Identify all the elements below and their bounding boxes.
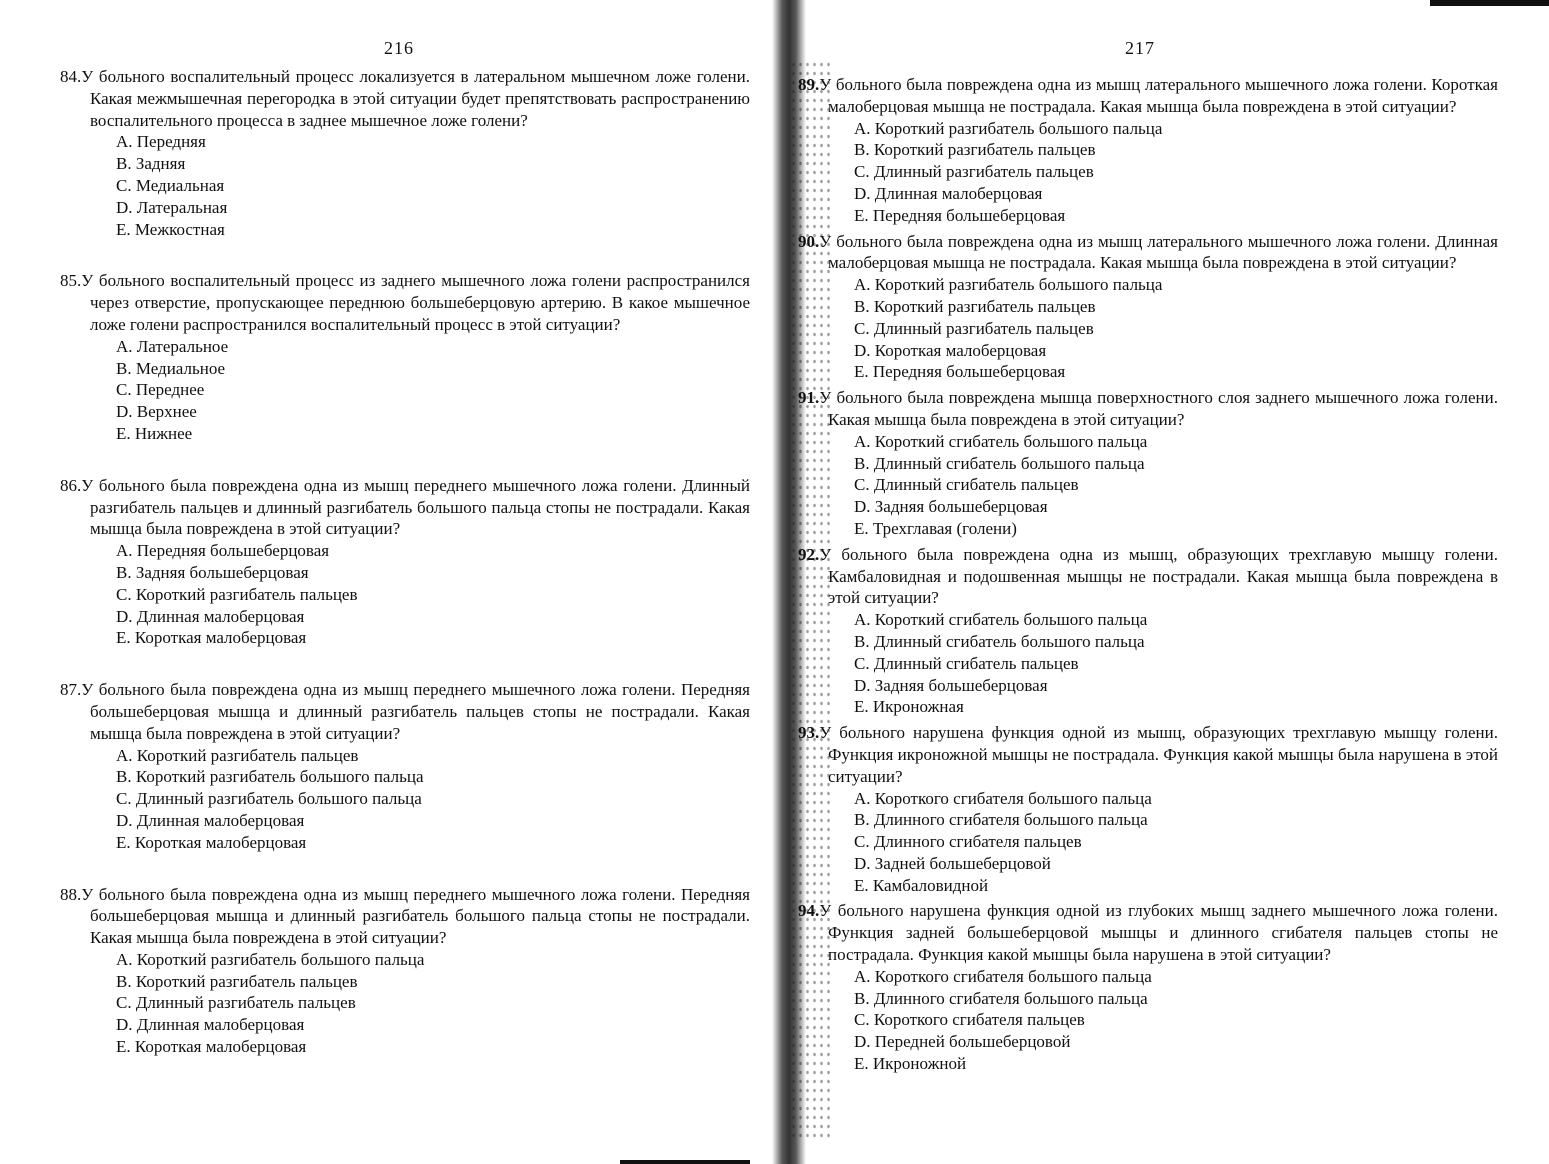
answer-option: C. Короткий разгибатель пальцев	[116, 584, 358, 604]
question-item	[798, 544, 1498, 718]
question-item	[60, 475, 750, 649]
question-item	[60, 679, 750, 853]
question-text: У больного воспалительный процесс из заднего мышечного ложа голени распространился через отверстие, пропускающее переднюю большеберцовую артерию. В какое мышечное ложе голени распространился воспалительный процесс в этой ситуации?	[81, 271, 750, 334]
page-number: 217	[1125, 38, 1155, 58]
question-stem	[798, 722, 1498, 787]
question-text: У больного воспалительный процесс локализуется в латеральном мышечном ложе голени. Какая межмышечная перегородка в этой ситуации будет препятствовать распространению воспалительного процесса в заднее мышечное ложе голени?	[81, 67, 750, 130]
answer-option: A. Передняя	[116, 132, 206, 152]
answer-option: C. Длинный разгибатель большого пальца	[116, 789, 422, 809]
answer-option: C. Короткого сгибателя пальцев	[854, 1010, 1085, 1030]
answer-option: E. Передняя большеберцовая	[854, 205, 1066, 225]
answer-option: A. Короткий сгибатель большого пальца	[854, 431, 1148, 451]
question-item	[60, 66, 750, 240]
question-number: 84.	[60, 67, 82, 86]
question-stem	[798, 74, 1498, 118]
question-text: У больного была повреждена одна из мышц переднего мышечного ложа голени. Передняя большеберцовая мышца и длинный разгибатель большого пальца стопы не пострадали. Какая мышца была повреждена в этой ситуации?	[81, 884, 750, 948]
answer-option: A. Короткий разгибатель пальцев	[116, 745, 359, 765]
question-item	[798, 722, 1498, 896]
question-stem	[60, 679, 750, 744]
answer-option: E. Короткая малоберцовая	[116, 1037, 307, 1057]
answer-option: D. Латеральная	[116, 197, 228, 217]
answer-option: C. Длинного сгибателя пальцев	[854, 832, 1082, 852]
answer-option: E. Короткая малоберцовая	[116, 628, 307, 648]
answer-option: C. Медиальная	[116, 175, 225, 195]
answer-option: C. Длинный сгибатель пальцев	[854, 653, 1079, 673]
answer-option: A. Короткого сгибателя большого пальца	[854, 966, 1152, 986]
question-number: 89.	[798, 75, 820, 94]
question-stem	[798, 544, 1498, 609]
answer-option: D. Длинная малоберцовая	[116, 1015, 305, 1035]
answer-option: A. Короткий разгибатель большого пальца	[116, 949, 425, 969]
answer-option: A. Короткий разгибатель большого пальца	[854, 275, 1163, 295]
answer-option: B. Короткий разгибатель пальцев	[854, 140, 1096, 160]
answer-options	[798, 118, 1498, 227]
question-number: 94.	[798, 901, 820, 921]
answer-option: A. Латеральное	[116, 336, 229, 356]
question-item	[798, 387, 1498, 540]
answer-option: B. Короткий разгибатель пальцев	[116, 971, 358, 991]
answer-options	[798, 431, 1498, 540]
question-stem	[60, 270, 750, 335]
answer-option: B. Короткий разгибатель пальцев	[854, 296, 1096, 316]
answer-options	[798, 274, 1498, 383]
answer-option: B. Длинного сгибателя большого пальца	[854, 988, 1148, 1008]
question-number: 93.	[798, 723, 820, 743]
question-text: У больного была повреждена одна из мышц латерального мышечного ложа голени. Длинная малоберцовая мышца не пострадала. Какая мышца была повреждена в этой ситуации?	[819, 231, 1498, 273]
question-text: У больного была повреждена одна из мышц переднего мышечного ложа голени. Передняя большеберцовая мышца и длинный разгибатель пальцев стопы не пострадали. Какая мышца была повреждена в этой ситуации?	[81, 680, 750, 743]
answer-option: D. Передней большеберцовой	[854, 1032, 1071, 1052]
answer-option: A. Короткий разгибатель большого пальца	[854, 118, 1163, 138]
question-list	[60, 66, 750, 1088]
question-text: У больного была повреждена одна из мышц латерального мышечного ложа голени. Короткая малоберцовая мышца не пострадала. Какая мышца была повреждена в этой ситуации?	[819, 75, 1498, 116]
question-number: 91.	[798, 388, 820, 408]
answer-options	[798, 609, 1498, 718]
answer-option: B. Длинный сгибатель большого пальца	[854, 453, 1145, 473]
answer-option: C. Переднее	[116, 380, 205, 400]
answer-options	[60, 540, 750, 649]
question-number: 88.	[60, 884, 82, 904]
answer-options	[60, 949, 750, 1058]
question-number: 85.	[60, 271, 82, 291]
question-stem	[60, 475, 750, 540]
answer-option: C. Длинный разгибатель пальцев	[854, 318, 1094, 338]
answer-option: C. Длинный разгибатель пальцев	[854, 162, 1094, 182]
question-text: У больного была повреждена мышца поверхностного слоя заднего мышечного ложа голени. Какая мышца была повреждена в этой ситуации?	[819, 388, 1498, 429]
answer-option: A. Передняя большеберцовая	[116, 541, 330, 561]
answer-options	[60, 745, 750, 854]
answer-option: E. Икроножной	[854, 1054, 967, 1074]
question-number: 87.	[60, 680, 82, 700]
answer-option: B. Длинного сгибателя большого пальца	[854, 810, 1148, 830]
question-stem	[60, 884, 750, 949]
answer-option: E. Межкостная	[116, 219, 225, 239]
answer-option: B. Медиальное	[116, 358, 226, 378]
answer-option: B. Задняя большеберцовая	[116, 562, 309, 582]
question-item	[798, 231, 1498, 384]
answer-option: A. Короткого сгибателя большого пальца	[854, 788, 1152, 808]
question-number: 86.	[60, 475, 82, 495]
answer-option: C. Длинный разгибатель пальцев	[116, 993, 356, 1013]
question-number: 92.	[798, 544, 820, 564]
answer-option: E. Трехглавая (голени)	[854, 518, 1017, 538]
answer-option: D. Задняя большеберцовая	[854, 675, 1048, 695]
answer-option: E. Икроножная	[854, 697, 964, 717]
question-list	[798, 74, 1498, 1079]
answer-options	[798, 788, 1498, 897]
question-item	[60, 270, 750, 444]
question-text: У больного была повреждена одна из мышц, образующих трехглавую мышцу голени. Камбаловидная и подошвенная мышцы не пострадали. Какая мышца была повреждена в этой ситуации?	[819, 544, 1498, 608]
answer-option: D. Длинная малоберцовая	[116, 810, 305, 830]
question-item	[798, 900, 1498, 1074]
answer-option: E. Короткая малоберцовая	[116, 832, 307, 852]
question-item	[60, 884, 750, 1058]
answer-option: B. Задняя	[116, 154, 186, 174]
question-stem	[798, 231, 1498, 275]
question-stem	[798, 387, 1498, 431]
answer-options	[60, 336, 750, 445]
question-text: У больного была повреждена одна из мышц переднего мышечного ложа голени. Длинный разгибатель пальцев и длинный разгибатель большого пальца стопы не пострадали. Какая мышца была повреждена в этой ситуации?	[81, 475, 750, 539]
answer-option: D. Верхнее	[116, 402, 197, 422]
question-number: 90.	[798, 231, 820, 251]
answer-option: E. Нижнее	[116, 423, 193, 443]
answer-options	[60, 131, 750, 240]
answer-option: D. Задняя большеберцовая	[854, 497, 1048, 517]
answer-option: D. Длинная малоберцовая	[116, 606, 305, 626]
answer-option: E. Передняя большеберцовая	[854, 362, 1066, 382]
question-text: У больного нарушена функция одной из мышц, образующих трехглавую мышцу голени. Функция икроножной мышцы не пострадала. Функция какой мышцы была нарушена в этой ситуации?	[819, 723, 1498, 786]
question-stem	[60, 66, 750, 131]
answer-options	[798, 966, 1498, 1075]
answer-option: B. Длинный сгибатель большого пальца	[854, 631, 1145, 651]
answer-option: E. Камбаловидной	[854, 875, 989, 895]
answer-option: D. Задней большеберцовой	[854, 853, 1051, 873]
answer-option: D. Длинная малоберцовая	[854, 183, 1043, 203]
question-stem	[798, 900, 1498, 965]
answer-option: D. Короткая малоберцовая	[854, 340, 1047, 360]
question-item	[798, 74, 1498, 227]
answer-option: A. Короткий сгибатель большого пальца	[854, 610, 1148, 630]
page-number: 216	[384, 38, 414, 58]
answer-option: C. Длинный сгибатель пальцев	[854, 475, 1079, 495]
question-text: У больного нарушена функция одной из глубоких мышц заднего мышечного ложа голени. Функция задней большеберцовой мышцы и длинного сгибателя пальцев стопы не пострадала. Функция какой мышцы была нарушена в этой ситуации?	[819, 901, 1498, 965]
answer-option: B. Короткий разгибатель большого пальца	[116, 767, 424, 787]
right-page	[780, 0, 1549, 1164]
